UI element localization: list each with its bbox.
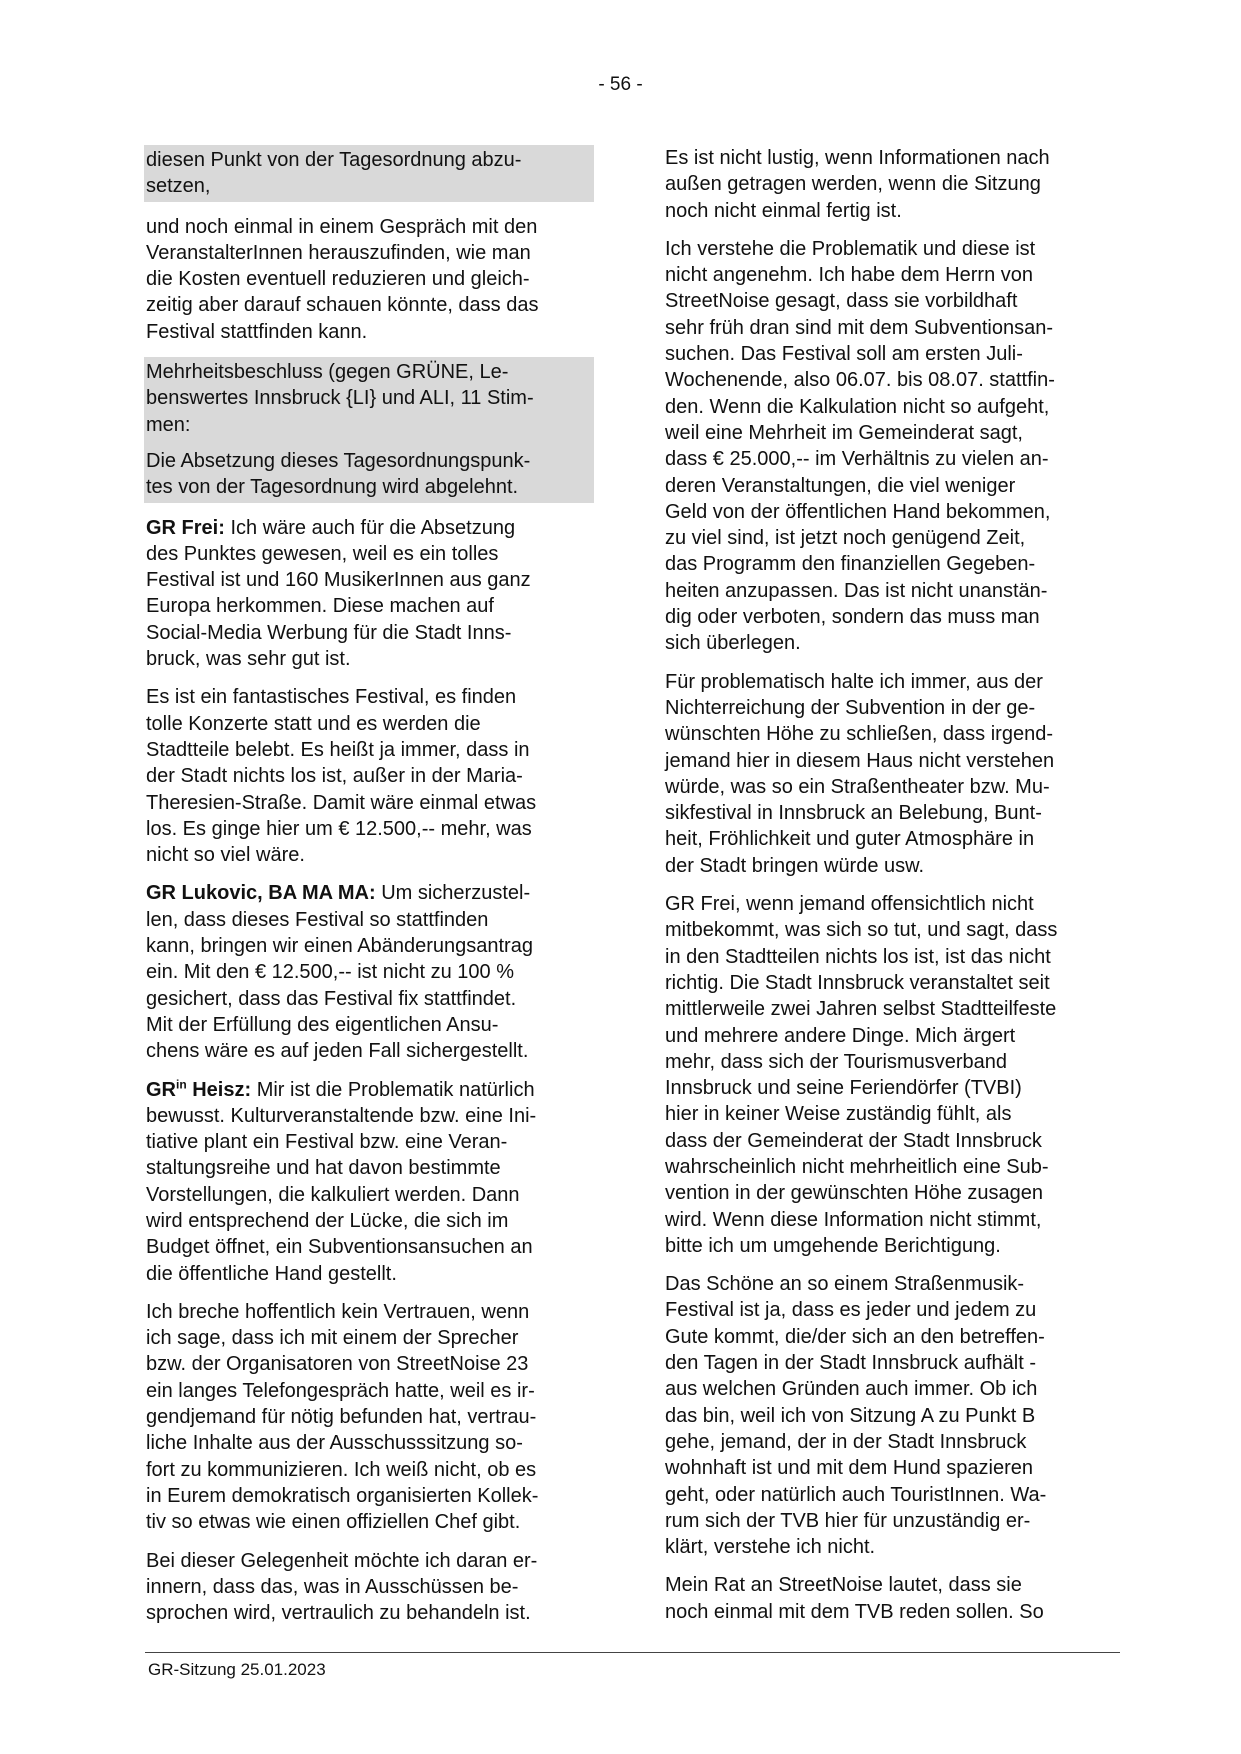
paragraph: Es ist nicht lustig, wenn Informationen nach außen getragen werden, wenn die Sitzung noch nicht einmal fertig ist. bbox=[665, 147, 1050, 222]
speaker-name: GR Frei: bbox=[146, 516, 225, 539]
resolution-highlight: Mehrheitsbeschluss (gegen GRÜNE, Le- benswertes Innsbruck {LI} und ALI, 11 Stim- men: bbox=[144, 357, 594, 446]
speech-text: Mir ist die Problematik natürlich bewusst. Kulturveranstaltende bzw. eine Ini- tiative plant ein Festival bzw. eine Veran- staltungsreihe und hat davon bestimmte Vorstellungen, die kalkuliert werden. Dann wird entsprechend der Lücke, die sich im Budget öffnet, ein Subventionsansuchen an die öffentliche Hand gestellt. bbox=[146, 1078, 537, 1285]
paragraph: Ich verstehe die Problematik und diese ist nicht angenehm. Ich habe dem Herrn von StreetNoise gesagt, dass sie vorbildhaft sehr früh dran sind mit dem Subventionsan- suchen. Das Festival soll am ersten Juli- Wochenende, also 06.07. bis 08.07. stattfin- den. Wenn die Kalkulation nicht so aufgeht, weil eine Mehrheit im Gemeinderat sagt, dass € 25.000,-- im Verhältnis zu vielen an- deren Veranstaltungen, die viel weniger Geld von der öffentlichen Hand bekommen, zu viel sind, ist jetzt noch genügend Zeit, das Programm den finanziellen Gegeben- heiten anzupassen. Das ist nicht unanstän- dig oder verboten, sondern das muss man sich überlegen. bbox=[665, 237, 1055, 655]
paragraph: und noch einmal in einem Gespräch mit den VeranstalterInnen herauszufinden, wie man die Kosten eventuell reduzieren und gleich- zeitig aber darauf schauen könnte, dass das Festival stattfinden kann. bbox=[146, 215, 539, 343]
motion-text-highlight: diesen Punkt von der Tagesordnung abzu- setzen, bbox=[144, 145, 594, 202]
speech-heisz bbox=[146, 1077, 596, 1287]
speech-lukovic bbox=[146, 880, 596, 1064]
paragraph: Ich breche hoffentlich kein Vertrauen, wenn ich sage, dass ich mit einem der Sprecher bzw. der Organisatoren von StreetNoise 23 ein langes Telefongespräch hatte, weil es ir- gendjemand für nötig befunden hat, vertrau- liche Inhalte aus der Ausschusssitzung so- fort zu kommunizieren. Ich weiß nicht, ob es in Eurem demokratisch organisierten Kollek- tiv so etwas wie einen offiziellen Chef gibt. bbox=[146, 1300, 539, 1534]
resolution-result-highlight: Die Absetzung dieses Tagesordnungspunk- tes von der Tagesordnung wird abgelehnt. bbox=[144, 446, 594, 503]
paragraph: GR Frei, wenn jemand offensichtlich nicht mitbekommt, was sich so tut, und sagt, dass in den Stadtteilen nichts los ist, ist das nicht richtig. Die Stadt Innsbruck veranstaltet seit mittlerweile zwei Jahren selbst Stadtteilfeste und mehrere andere Dinge. Mich ärgert mehr, dass sich der Tourismusverband Innsbruck und seine Feriendörfer (TVBI) hier in keiner Weise zuständig fühlt, als dass der Gemeinderat der Stadt Innsbruck wahrscheinlich nicht mehrheitlich eine Sub- vention in der gewünschten Höhe zusagen wird. Wenn diese Information nicht stimmt, bitte ich um umgehende Berichtigung. bbox=[665, 893, 1058, 1257]
left-column bbox=[146, 145, 596, 1638]
footer-divider bbox=[145, 1652, 1120, 1653]
speech-frei bbox=[146, 515, 596, 673]
speaker-name: GR Lukovic, BA MA MA: bbox=[146, 882, 376, 905]
speaker-name: $GR^{in}$ Heisz: bbox=[146, 1076, 252, 1101]
paragraph: Es ist ein fantastisches Festival, es finden tolle Konzerte statt und es werden die Stadtteile belebt. Es heißt ja immer, dass in der Stadt nichts los ist, außer in der Maria- Theresien-Straße. Damit wäre einmal etwas los. Es ginge hier um € 12.500,-- mehr, was nicht so viel wäre. bbox=[146, 686, 537, 867]
speech-text: Ich wäre auch für die Absetzung des Punktes gewesen, weil es ein tolles Festival ist und 160 MusikerInnen aus ganz Europa herkommen. Diese machen auf Social-Media Werbung für die Stadt Inns- bruck, was sehr gut ist. bbox=[146, 516, 531, 671]
right-column bbox=[665, 145, 1120, 1637]
paragraph: Bei dieser Gelegenheit möchte ich daran er- innern, dass das, was in Ausschüssen be- sprochen wird, vertraulich zu behandeln ist. bbox=[146, 1549, 538, 1625]
speech-text: Um sicherzustel- len, dass dieses Festival so stattfinden kann, bringen wir einen Abänderungsantrag ein. Mit den € 12.500,-- ist nicht zu 100 % gesichert, dass das Festival fix stattfindet. Mit der Erfüllung des eigentlichen Ansu- chens wäre es auf jeden Fall sichergestellt. bbox=[146, 882, 533, 1063]
paragraph: Das Schöne an so einem Straßenmusik- Festival ist ja, dass es jeder und jedem zu Gute kommt, die/der sich an den betreffen- den Tagen in der Stadt Innsbruck aufhält - aus welchen Gründen auch immer. Ob ich das bin, weil ich von Sitzung A zu Punkt B gehe, jemand, der in der Stadt Innsbruck wohnhaft ist und mit dem Hund spazieren geht, oder natürlich auch TouristInnen. Wa- rum sich der TVB hier für unzuständig er- klärt, verstehe ich nicht. bbox=[665, 1273, 1047, 1559]
page-number: - 56 - bbox=[598, 74, 643, 95]
paragraph: Mein Rat an StreetNoise lautet, dass sie noch einmal mit dem TVB reden sollen. So bbox=[665, 1574, 1044, 1623]
footer-session-date: GR-Sitzung 25.01.2023 bbox=[148, 1660, 326, 1679]
paragraph: Für problematisch halte ich immer, aus der Nichterreichung der Subvention in der ge- wünschten Höhe zu schließen, dass irgend- jemand hier in diesem Haus nicht verstehen würde, was so ein Straßentheater bzw. Mu- sikfestival in Innsbruck an Belebung, Bunt- heit, Fröhlichkeit und guter Atmosphäre in der Stadt bringen würde usw. bbox=[665, 670, 1055, 877]
